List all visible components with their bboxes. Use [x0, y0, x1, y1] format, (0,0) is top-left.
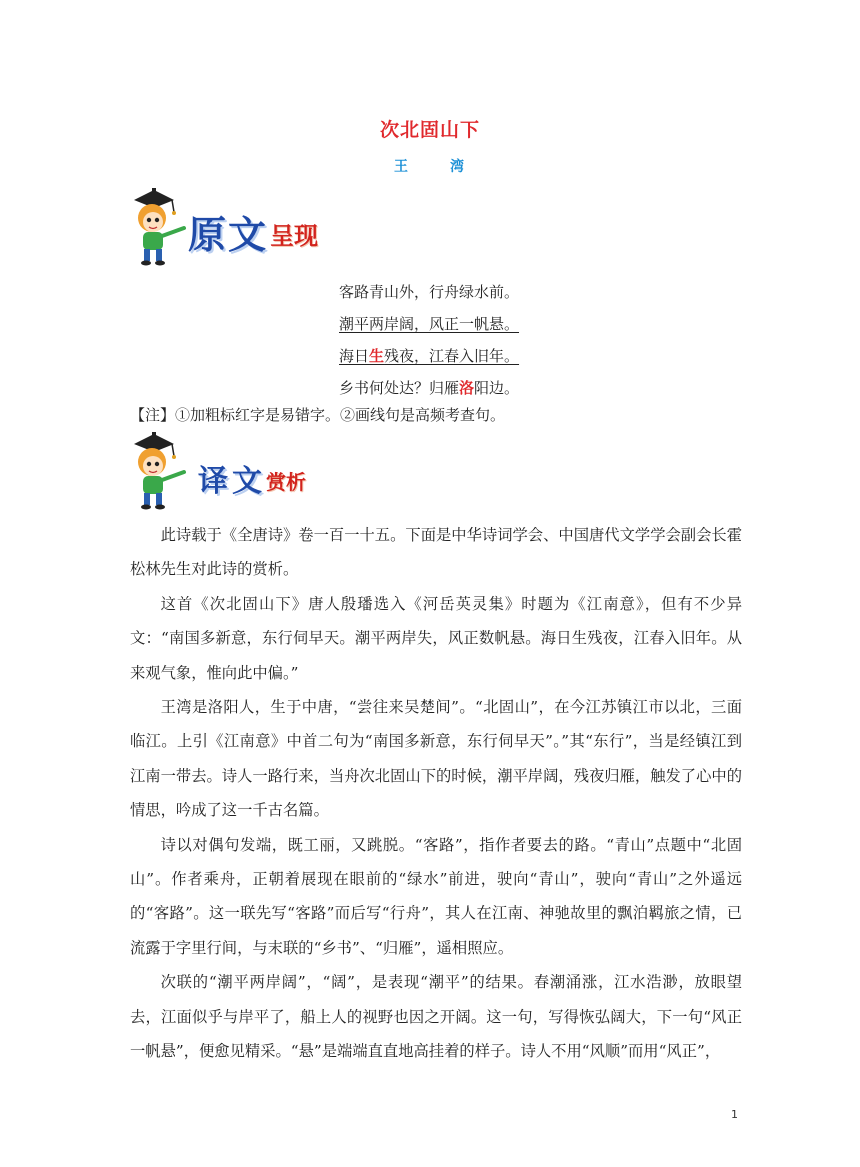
section-title-char-1: 译	[198, 464, 228, 499]
poem-line-3: 海日生残夜，江春入旧年。	[339, 347, 520, 365]
section-title-char-1: 原	[188, 212, 227, 257]
page-number: 1	[731, 1108, 738, 1121]
paragraph: 次联的“潮平两岸阔”，“阔”，是表现“潮平”的结果。春潮涌涨，江水浩渺，放眼望去，江面似乎与岸平了，船上人的视野也因之开阔。这一句，写得恢弘阔大，下一句“风正一帆悬”，便愈见精采。“悬”是端端直直地高挂着的样子。诗人不用“风顺”而用“风正”，	[130, 973, 742, 1061]
commentary-text	[130, 518, 742, 1069]
section-title-suffix: 呈现	[270, 221, 318, 250]
section-title-suffix: 赏析	[266, 470, 306, 494]
paragraph: 王湾是洛阳人，生于中唐，“尝往来吴楚间”。“北固山”，在今江苏镇江市以北，三面临江。上引《江南意》中首二句为“南国多新意，东行伺早天”。”其“东行”，当是经镇江到江南一带去。诗人一路行来，当舟次北固山下的时候，潮平岸阔，残夜归雁，触发了心中的情思，吟成了这一千古名篇。	[130, 698, 742, 820]
highlight-char: 生	[369, 347, 385, 365]
section-title-char-2: 文	[232, 464, 262, 499]
paragraph: 诗以对偶句发端，既工丽，又跳脱。“客路”，指作者要去的路。“青山”点题中“北固山”。作者乘舟，正朝着展现在眼前的“绿水”前进，驶向“青山”，驶向“青山”之外遥远的“客路”。这一联先写“客路”而后写“行舟”，其人在江南、神驰故里的飘泊羁旅之情，已流露于字里行间，与末联的“乡书”、“归雁”，遥相照应。	[130, 835, 742, 957]
poem-line-4: 乡书何处达？归雁洛阳边。	[339, 379, 520, 397]
highlight-char: 洛	[459, 379, 475, 397]
student-mascot-icon	[128, 186, 190, 266]
paragraph: 此诗载于《全唐诗》卷一百一十五。下面是中华诗词学会、中国唐代文学学会副会长霍松林先生对此诗的赏析。	[130, 526, 742, 579]
poem-line-1: 客路青山外，行舟绿水前。	[339, 283, 520, 301]
poem-line-2: 潮平两岸阔，风正一帆悬。	[339, 315, 520, 333]
section-header-translation	[128, 430, 368, 512]
annotation-note: 【注】①加粗标红字是易错字。②画线句是高频考查句。	[130, 406, 506, 424]
poem-author: 王 湾	[394, 159, 478, 175]
paragraph: 这首《次北固山下》唐人殷璠选入《河岳英灵集》时题为《江南意》，但有不少异文：“南国多新意，东行伺早天。潮平两岸失，风正数帆悬。海日生残夜，江春入旧年。从来观气象，惟向此中偏。”	[130, 594, 742, 682]
section-header-original-text	[128, 186, 368, 268]
poem-title: 次北固山下	[379, 119, 480, 141]
section-title-char-2: 文	[228, 212, 267, 257]
poem-body	[339, 276, 519, 404]
student-mascot-icon	[128, 430, 190, 510]
